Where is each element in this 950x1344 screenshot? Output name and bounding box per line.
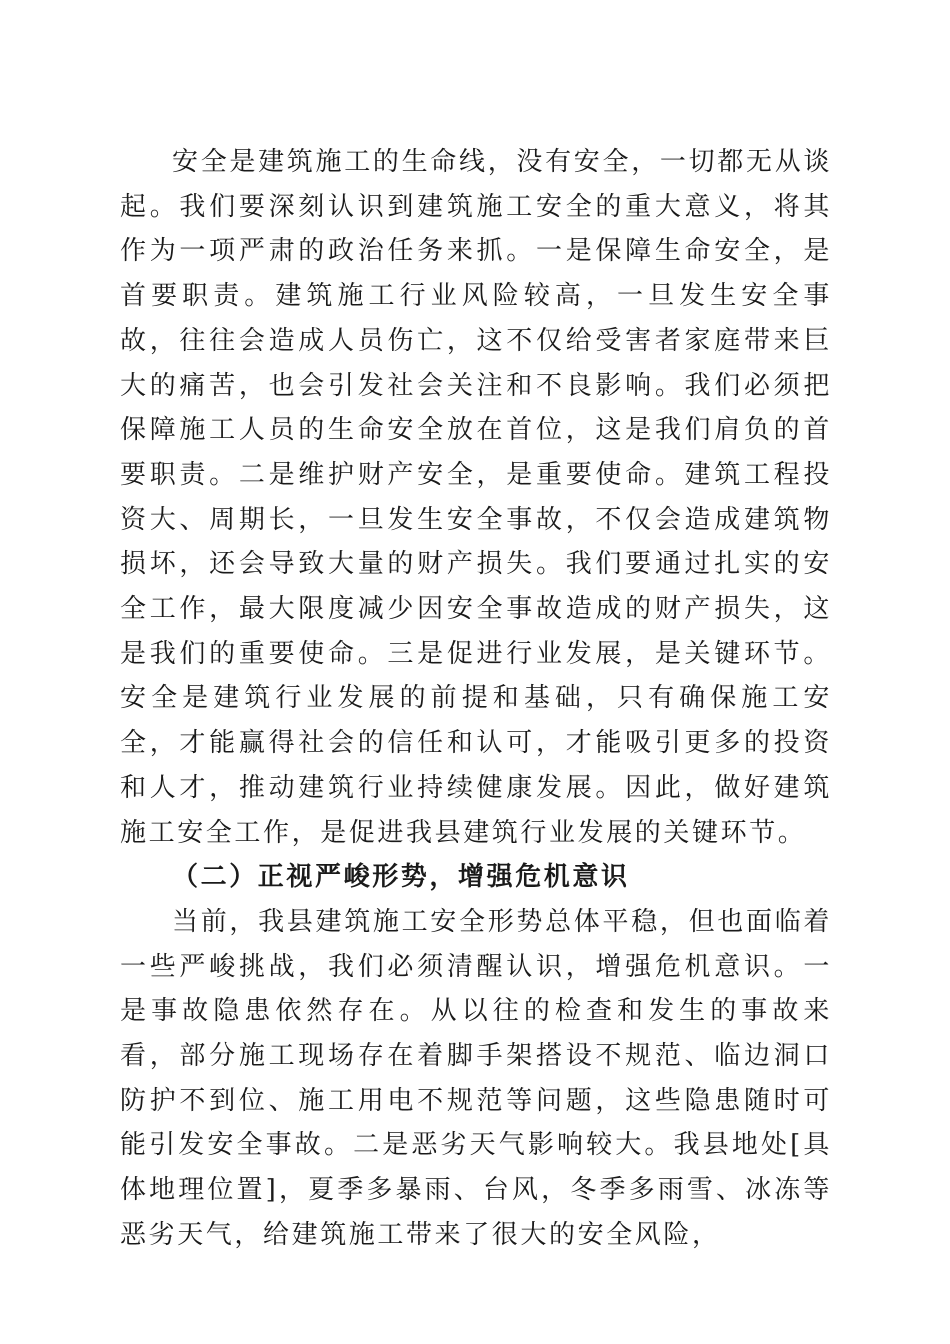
document-body (120, 140, 832, 1258)
section-heading: （二）正视严峻形势，增强危机意识 (172, 862, 630, 893)
body-paragraph-importance: 安全是建筑施工的生命线，没有安全，一切都无从谈起。我们要深刻认识到建筑施工安全的重大意义，将其作为一项严肃的政治任务来抓。一是保障生命安全，是首要职责。建筑施工行业风险较高，一旦发生安全事故，往往会造成人员伤亡，这不仅给受害者家庭带来巨大的痛苦，也会引发社会关注和不良影响。我们必须把保障施工人员的生命安全放在首位，这是我们肩负的首要职责。二是维护财产安全，是重要使命。建筑工程投资大、周期长，一旦发生安全事故，不仅会造成建筑物损坏，还会导致大量的财产损失。我们要通过扎实的安全工作，最大限度减少因安全事故造成的财产损失，这是我们的重要使命。三是促进行业发展，是关键环节。安全是建筑行业发展的前提和基础，只有确保施工安全，才能赢得社会的信任和认可，才能吸引更多的投资和人才，推动建筑行业持续健康发展。因此，做好建筑施工安全工作，是促进我县建筑行业发展的关键环节。 (120, 147, 832, 848)
body-paragraph-situation: 当前，我县建筑施工安全形势总体平稳，但也面临着一些严峻挑战，我们必须清醒认识，增强危机意识。一是事故隐患依然存在。从以往的检查和发生的事故来看，部分施工现场存在着脚手架搭设不规范、临边洞口防护不到位、施工用电不规范等问题，这些隐患随时可能引发安全事故。二是恶劣天气影响较大。我县地处[具体地理位置]，夏季多暴雨、台风，冬季多雨雪、冰冻等恶劣天气，给建筑施工带来了很大的安全风险， (120, 906, 832, 1250)
